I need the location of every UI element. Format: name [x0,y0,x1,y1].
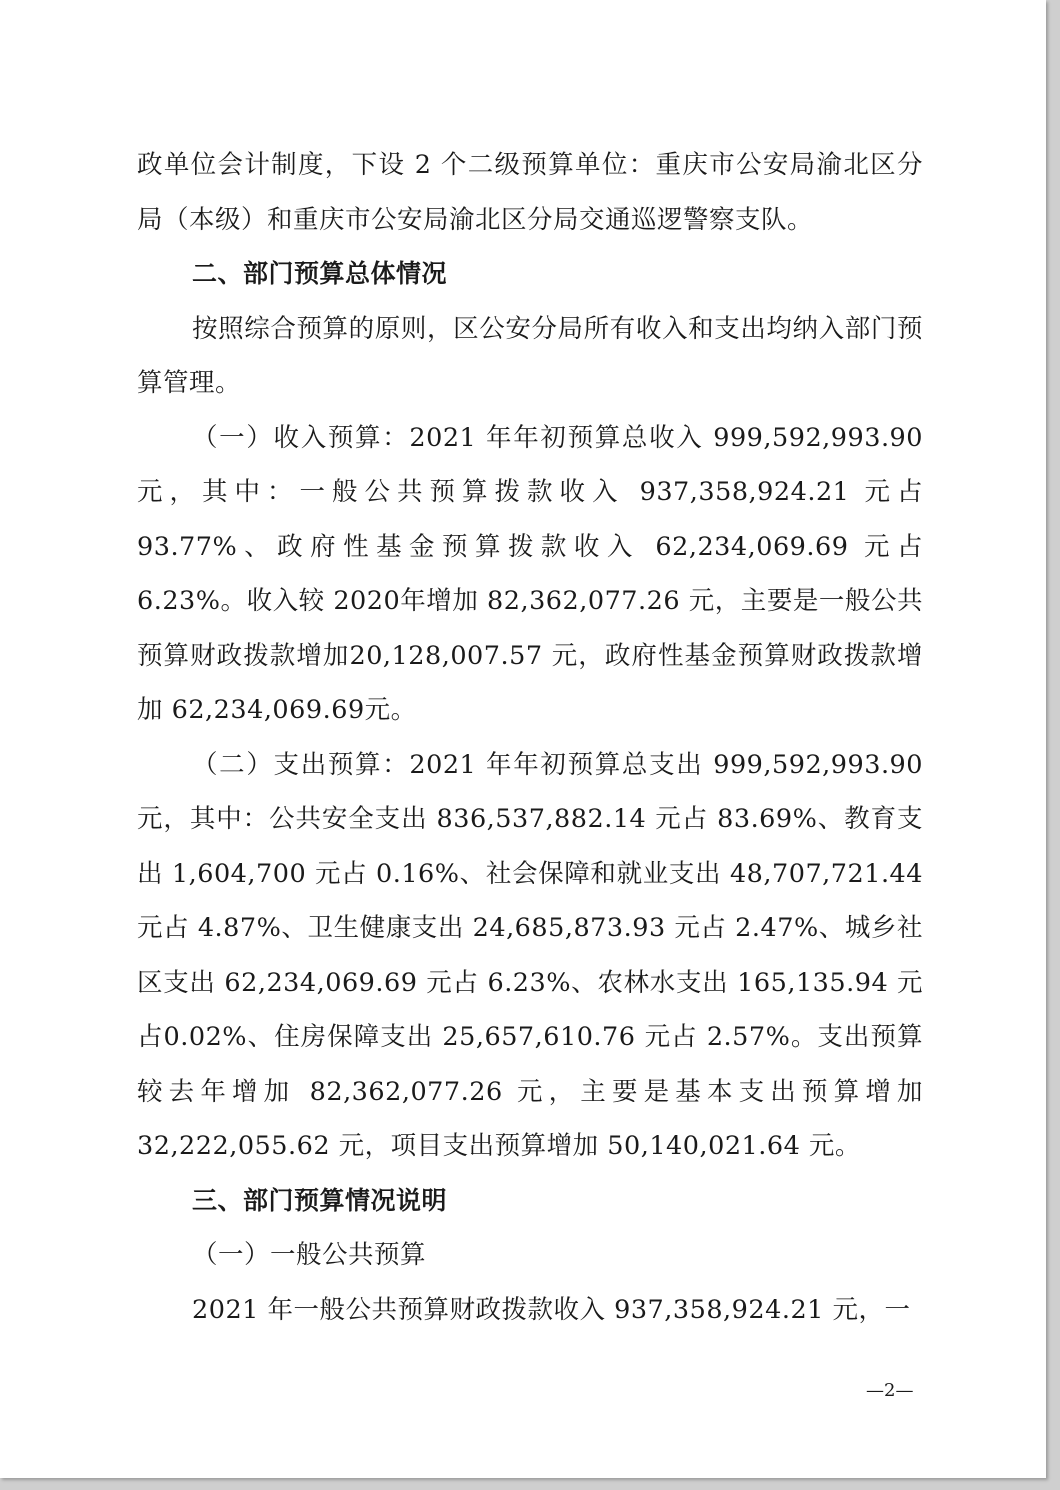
page-number: —2— [866,1380,914,1401]
paragraph-expenditure-budget: （二）支出预算：2021 年年初预算总支出 999,592,993.90元，其中：公共安全支出 836,537,882.14 元占 83.69%、教育支出 1,604,700 元占 0.16%、社会保障和就业支出 48,707,721.44元占 4.87%、卫生健康支出 24,685,873.93 元占 2.47%、城乡社区支出 62,234,069.69 元占 6.23%、农林水支出 165,135.94 元占0.02%、住房保障支出 25,657,610.76 元占 2.57%。支出预算较去年增加 82,362,077.26 元，主要是基本支出预算增加32,222,055.62 元，项目支出预算增加 50,140,021.64 元。 [137,749,923,1161]
paragraph-general-public-income: 2021 年一般公共预算财政拨款收入 937,358,924.21 元，一 [192,1294,911,1325]
subheading-general-public-budget: （一）一般公共预算 [192,1240,427,1270]
paragraph-budget-principle: 按照综合预算的原则，区公安分局所有收入和支出均纳入部门预算管理。 [137,313,923,398]
heading-overall-budget: 二、部门预算总体情况 [192,259,448,288]
document-body [137,138,923,1337]
heading-budget-explanation: 三、部门预算情况说明 [192,1185,448,1215]
paragraph-org-structure: 政单位会计制度，下设 2 个二级预算单位：重庆市公安局渝北区分局（本级）和重庆市公安局渝北区分局交通巡逻警察支队。 [137,150,923,235]
paragraph-income-budget: （一）收入预算：2021 年年初预算总收入 999,592,993.90元，其中：一般公共预算拨款收入 937,358,924.21 元占 93.77%、政府性基金预算拨款收入 62,234,069.69 元占 6.23%。收入较 2020年增加 82,362,077.26 元，主要是一般公共预算财政拨款增加20,128,007.57 元，政府性基金预算财政拨款增加 62,234,069.69元。 [137,422,923,725]
